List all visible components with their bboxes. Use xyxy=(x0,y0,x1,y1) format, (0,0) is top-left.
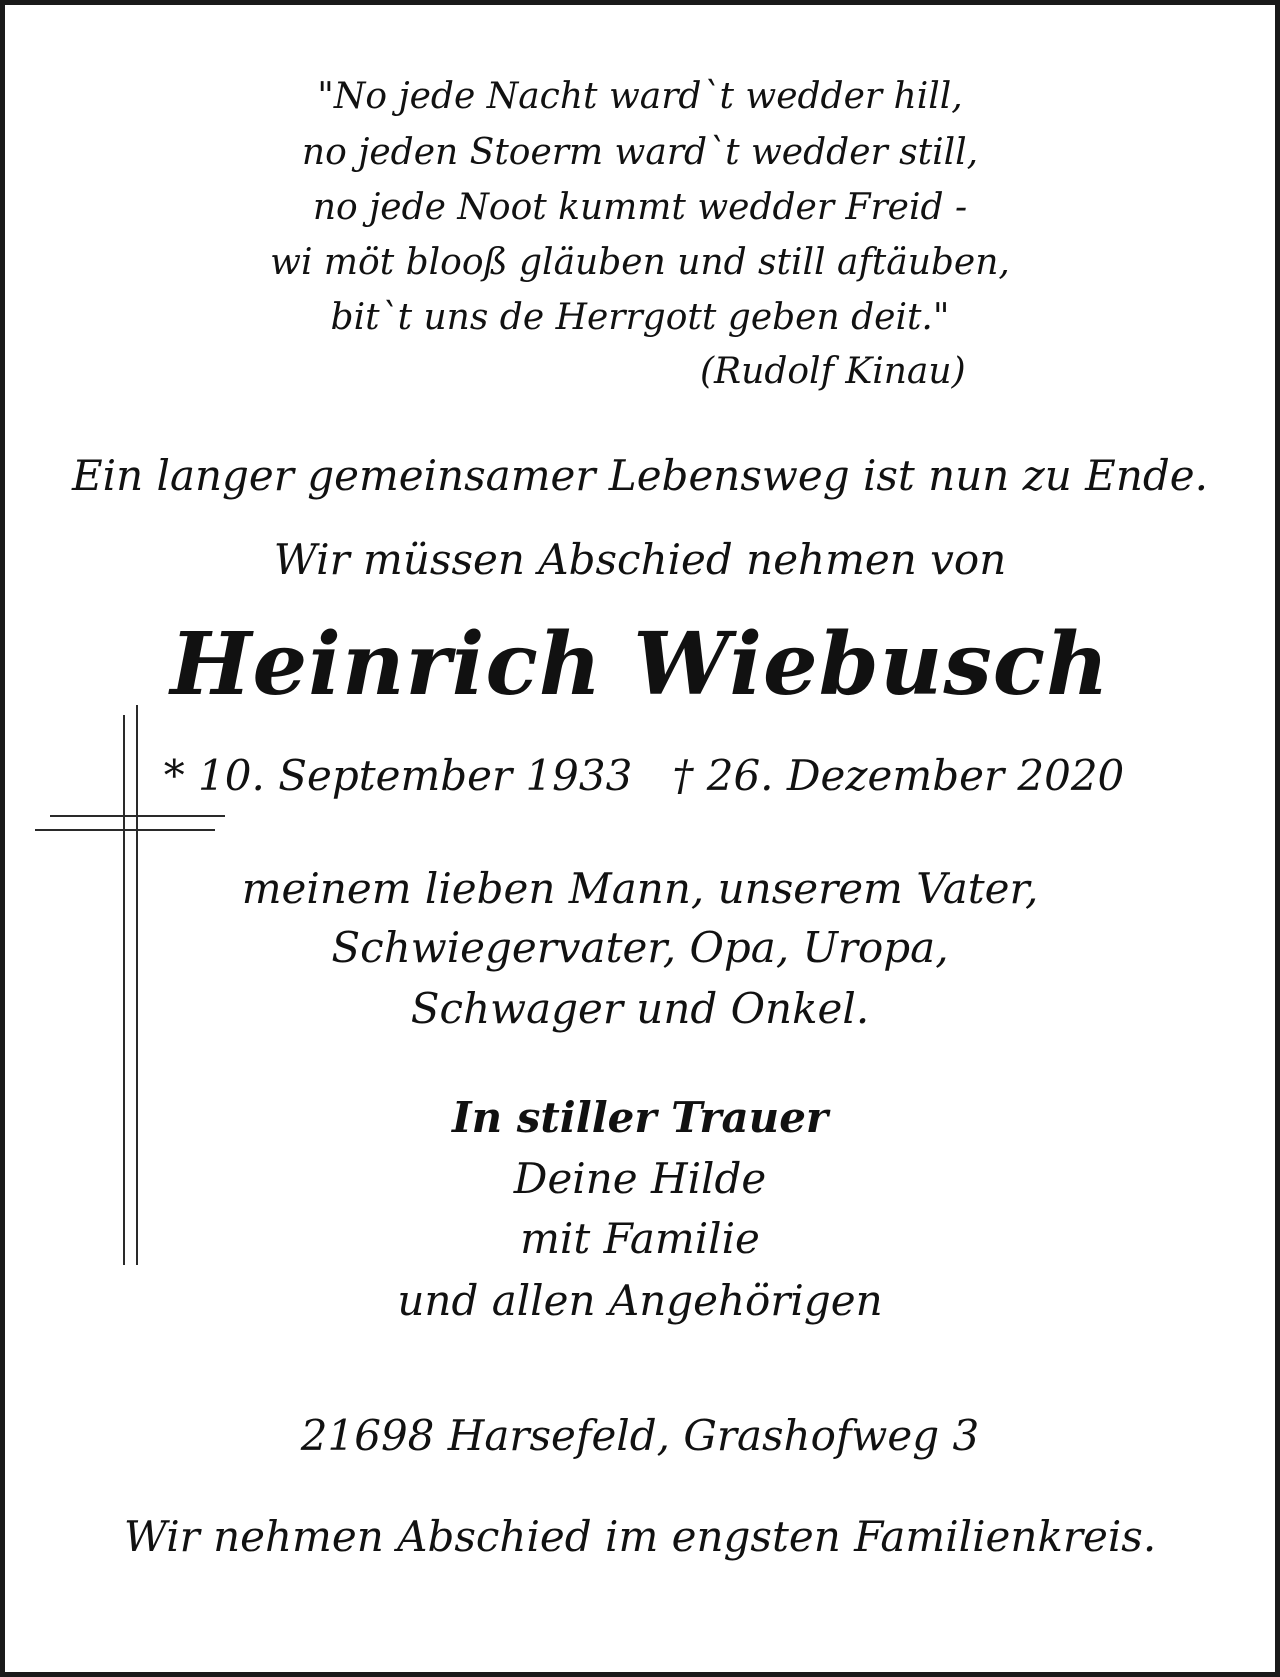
mourner-line-1: Deine Hilde xyxy=(513,1154,767,1203)
deceased-name: Heinrich Wiebusch xyxy=(170,614,1110,715)
poem-line-2: no jeden Stoerm ward`t wedder still, xyxy=(301,132,979,173)
poem-line-1: "No jede Nacht ward`t wedder hill, xyxy=(317,76,963,117)
intro-line-1: Ein langer gemeinsamer Lebensweg ist nun zu Ende. xyxy=(72,451,1208,500)
poem-line-5: bit`t uns de Herrgott geben deit." xyxy=(330,297,950,338)
mourner-line-2: mit Familie xyxy=(520,1214,760,1263)
life-dates: * 10. September 1933 † 26. Dezember 2020 xyxy=(163,751,1125,800)
intro-line-2: Wir müssen Abschied nehmen von xyxy=(273,535,1007,584)
relation-line-2: Schwiegervater, Opa, Uropa, xyxy=(331,923,949,972)
relation-line-3: Schwager und Onkel. xyxy=(410,984,870,1033)
poem-attribution: (Rudolf Kinau) xyxy=(700,351,966,392)
closing-note: Wir nehmen Abschied im engsten Familienkreis. xyxy=(123,1512,1157,1561)
poem-line-3: no jede Noot kummt wedder Freid - xyxy=(312,187,968,228)
relation-line-1: meinem lieben Mann, unserem Vater, xyxy=(241,864,1039,913)
mourner-line-3: und allen Angehörigen xyxy=(397,1276,883,1325)
mourners-heading: In stiller Trauer xyxy=(451,1093,829,1142)
poem-line-4: wi möt blooß gläuben und still aftäuben, xyxy=(270,242,1010,283)
address: 21698 Harsefeld, Grashofweg 3 xyxy=(300,1411,980,1460)
